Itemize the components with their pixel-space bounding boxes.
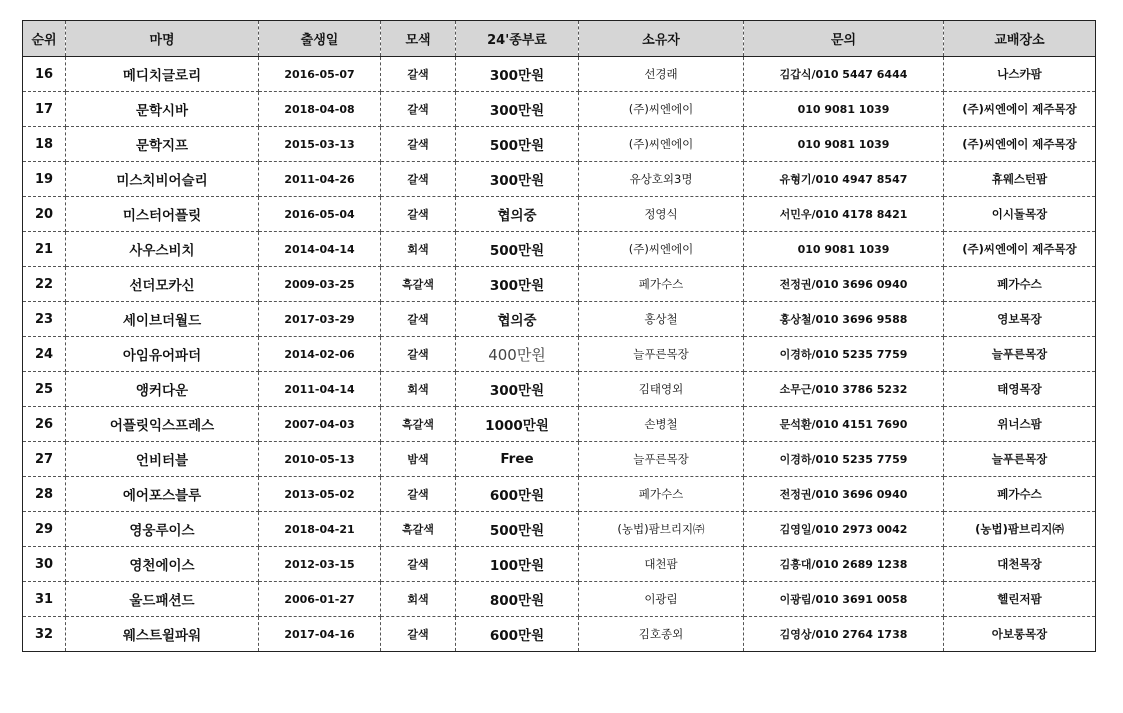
birth-date-cell: 2011-04-26 xyxy=(259,162,381,197)
table-row xyxy=(23,127,1096,162)
breeding-place-cell: 늘푸른목장 xyxy=(944,337,1096,372)
coat-color-cell: 흑갈색 xyxy=(381,512,456,547)
contact-cell: 홍상철/010 3696 9588 xyxy=(744,302,944,337)
header-horse-name: 마명 xyxy=(66,21,259,57)
stud-fee-cell: 500만원 xyxy=(456,232,579,267)
birth-date-cell: 2009-03-25 xyxy=(259,267,381,302)
contact-cell: 010 9081 1039 xyxy=(744,92,944,127)
contact-cell: 문석환/010 4151 7690 xyxy=(744,407,944,442)
owner-cell: 손병철 xyxy=(579,407,744,442)
contact-cell: 김흥대/010 2689 1238 xyxy=(744,547,944,582)
owner-cell: 김태영외 xyxy=(579,372,744,407)
horse-name-cell: 언비터블 xyxy=(66,442,259,477)
table-row xyxy=(23,57,1096,92)
birth-date-cell: 2018-04-08 xyxy=(259,92,381,127)
table-row xyxy=(23,302,1096,337)
birth-date-cell: 2006-01-27 xyxy=(259,582,381,617)
owner-cell: 대천팜 xyxy=(579,547,744,582)
horse-name-cell: 문학시바 xyxy=(66,92,259,127)
coat-color-cell: 갈색 xyxy=(381,337,456,372)
birth-date-cell: 2007-04-03 xyxy=(259,407,381,442)
rank-cell: 28 xyxy=(23,477,66,512)
horse-name-cell: 미스터어플릿 xyxy=(66,197,259,232)
birth-date-cell: 2017-04-16 xyxy=(259,617,381,652)
owner-cell: 홍상철 xyxy=(579,302,744,337)
table-row xyxy=(23,512,1096,547)
rank-cell: 23 xyxy=(23,302,66,337)
contact-cell: 유형기/010 4947 8547 xyxy=(744,162,944,197)
horse-name-cell: 영천에이스 xyxy=(66,547,259,582)
stud-fee-cell: 300만원 xyxy=(456,92,579,127)
owner-cell: (주)씨엔에이 xyxy=(579,92,744,127)
table-row xyxy=(23,477,1096,512)
horse-name-cell: 사우스비치 xyxy=(66,232,259,267)
header-stud-fee: 24'종부료 xyxy=(456,21,579,57)
coat-color-cell: 갈색 xyxy=(381,162,456,197)
breeding-place-cell: (주)씨엔에이 제주목장 xyxy=(944,92,1096,127)
coat-color-cell: 갈색 xyxy=(381,477,456,512)
owner-cell: (주)씨엔에이 xyxy=(579,232,744,267)
horse-name-cell: 미스치비어슬리 xyxy=(66,162,259,197)
owner-cell: 선경래 xyxy=(579,57,744,92)
contact-cell: 김갑식/010 5447 6444 xyxy=(744,57,944,92)
contact-cell: 010 9081 1039 xyxy=(744,232,944,267)
birth-date-cell: 2011-04-14 xyxy=(259,372,381,407)
breeding-place-cell: 태영목장 xyxy=(944,372,1096,407)
rank-cell: 21 xyxy=(23,232,66,267)
rank-cell: 18 xyxy=(23,127,66,162)
table-row xyxy=(23,442,1096,477)
contact-cell: 김영일/010 2973 0042 xyxy=(744,512,944,547)
stud-fee-cell: Free xyxy=(456,442,579,477)
contact-cell: 소무근/010 3786 5232 xyxy=(744,372,944,407)
coat-color-cell: 흑갈색 xyxy=(381,267,456,302)
breeding-place-cell: 페가수스 xyxy=(944,267,1096,302)
horse-name-cell: 앵커다운 xyxy=(66,372,259,407)
breeding-place-cell: (농법)팜브리지㈜ xyxy=(944,512,1096,547)
stud-fee-cell: 300만원 xyxy=(456,57,579,92)
horse-name-cell: 웨스트윌파워 xyxy=(66,617,259,652)
rank-cell: 22 xyxy=(23,267,66,302)
horse-name-cell: 선더모카신 xyxy=(66,267,259,302)
breeding-place-cell: 휴웨스턴팜 xyxy=(944,162,1096,197)
owner-cell: 유상호외3명 xyxy=(579,162,744,197)
owner-cell: (농법)팜브리지㈜ xyxy=(579,512,744,547)
breeding-place-cell: 영보목장 xyxy=(944,302,1096,337)
birth-date-cell: 2013-05-02 xyxy=(259,477,381,512)
rank-cell: 17 xyxy=(23,92,66,127)
breeding-place-cell: 나스카팜 xyxy=(944,57,1096,92)
table-row xyxy=(23,92,1096,127)
rank-cell: 26 xyxy=(23,407,66,442)
breeding-place-cell: (주)씨엔에이 제주목장 xyxy=(944,127,1096,162)
stallion-fee-table xyxy=(22,20,1096,652)
owner-cell: 김호종외 xyxy=(579,617,744,652)
header-coat-color: 모색 xyxy=(381,21,456,57)
owner-cell: 정영식 xyxy=(579,197,744,232)
breeding-place-cell: 늘푸른목장 xyxy=(944,442,1096,477)
table-header-row xyxy=(23,21,1096,57)
horse-name-cell: 어플릿익스프레스 xyxy=(66,407,259,442)
stud-fee-cell: 600만원 xyxy=(456,477,579,512)
horse-name-cell: 영웅루이스 xyxy=(66,512,259,547)
breeding-place-cell: 이시돌목장 xyxy=(944,197,1096,232)
coat-color-cell: 갈색 xyxy=(381,617,456,652)
table-row xyxy=(23,617,1096,652)
coat-color-cell: 갈색 xyxy=(381,197,456,232)
breeding-place-cell: 아보롱목장 xyxy=(944,617,1096,652)
rank-cell: 20 xyxy=(23,197,66,232)
coat-color-cell: 회색 xyxy=(381,582,456,617)
rank-cell: 29 xyxy=(23,512,66,547)
horse-name-cell: 메디치글로리 xyxy=(66,57,259,92)
owner-cell: (주)씨엔에이 xyxy=(579,127,744,162)
coat-color-cell: 흑갈색 xyxy=(381,407,456,442)
owner-cell: 페가수스 xyxy=(579,477,744,512)
horse-name-cell: 세이브더월드 xyxy=(66,302,259,337)
contact-cell: 010 9081 1039 xyxy=(744,127,944,162)
birth-date-cell: 2015-03-13 xyxy=(259,127,381,162)
table-row xyxy=(23,267,1096,302)
birth-date-cell: 2018-04-21 xyxy=(259,512,381,547)
stud-fee-cell: 100만원 xyxy=(456,547,579,582)
coat-color-cell: 갈색 xyxy=(381,302,456,337)
stud-fee-cell: 500만원 xyxy=(456,127,579,162)
breeding-place-cell: 대천목장 xyxy=(944,547,1096,582)
stud-fee-cell: 협의중 xyxy=(456,197,579,232)
breeding-place-cell: 페가수스 xyxy=(944,477,1096,512)
birth-date-cell: 2014-04-14 xyxy=(259,232,381,267)
contact-cell: 이경하/010 5235 7759 xyxy=(744,442,944,477)
header-contact: 문의 xyxy=(744,21,944,57)
owner-cell: 늘푸른목장 xyxy=(579,442,744,477)
contact-cell: 서민우/010 4178 8421 xyxy=(744,197,944,232)
stud-fee-cell: 300만원 xyxy=(456,267,579,302)
rank-cell: 16 xyxy=(23,57,66,92)
table-row xyxy=(23,372,1096,407)
birth-date-cell: 2017-03-29 xyxy=(259,302,381,337)
birth-date-cell: 2016-05-04 xyxy=(259,197,381,232)
coat-color-cell: 회색 xyxy=(381,372,456,407)
birth-date-cell: 2014-02-06 xyxy=(259,337,381,372)
coat-color-cell: 갈색 xyxy=(381,127,456,162)
table-row xyxy=(23,547,1096,582)
table-row xyxy=(23,162,1096,197)
stud-fee-cell: 협의중 xyxy=(456,302,579,337)
breeding-place-cell: 위너스팜 xyxy=(944,407,1096,442)
owner-cell: 늘푸른목장 xyxy=(579,337,744,372)
table-row xyxy=(23,407,1096,442)
contact-cell: 김영상/010 2764 1738 xyxy=(744,617,944,652)
horse-name-cell: 에어포스블루 xyxy=(66,477,259,512)
stud-fee-cell: 300만원 xyxy=(456,162,579,197)
table-row xyxy=(23,337,1096,372)
stud-fee-cell: 500만원 xyxy=(456,512,579,547)
contact-cell: 이경하/010 5235 7759 xyxy=(744,337,944,372)
header-breeding-place: 교배장소 xyxy=(944,21,1096,57)
birth-date-cell: 2016-05-07 xyxy=(259,57,381,92)
owner-cell: 페가수스 xyxy=(579,267,744,302)
stallion-fee-table-container xyxy=(22,20,1095,652)
stud-fee-cell: 400만원 xyxy=(456,337,579,372)
breeding-place-cell: (주)씨엔에이 제주목장 xyxy=(944,232,1096,267)
stud-fee-cell: 800만원 xyxy=(456,582,579,617)
owner-cell: 이광림 xyxy=(579,582,744,617)
rank-cell: 31 xyxy=(23,582,66,617)
horse-name-cell: 문학지프 xyxy=(66,127,259,162)
table-row xyxy=(23,232,1096,267)
coat-color-cell: 갈색 xyxy=(381,92,456,127)
table-row xyxy=(23,197,1096,232)
horse-name-cell: 아임유어파더 xyxy=(66,337,259,372)
header-birth-date: 출생일 xyxy=(259,21,381,57)
contact-cell: 이광림/010 3691 0058 xyxy=(744,582,944,617)
coat-color-cell: 회색 xyxy=(381,232,456,267)
rank-cell: 19 xyxy=(23,162,66,197)
contact-cell: 전정권/010 3696 0940 xyxy=(744,477,944,512)
stud-fee-cell: 1000만원 xyxy=(456,407,579,442)
rank-cell: 25 xyxy=(23,372,66,407)
birth-date-cell: 2010-05-13 xyxy=(259,442,381,477)
table-row xyxy=(23,582,1096,617)
coat-color-cell: 밤색 xyxy=(381,442,456,477)
coat-color-cell: 갈색 xyxy=(381,57,456,92)
horse-name-cell: 울드패션드 xyxy=(66,582,259,617)
birth-date-cell: 2012-03-15 xyxy=(259,547,381,582)
rank-cell: 30 xyxy=(23,547,66,582)
coat-color-cell: 갈색 xyxy=(381,547,456,582)
rank-cell: 27 xyxy=(23,442,66,477)
breeding-place-cell: 헬린저팜 xyxy=(944,582,1096,617)
rank-cell: 24 xyxy=(23,337,66,372)
rank-cell: 32 xyxy=(23,617,66,652)
contact-cell: 전정권/010 3696 0940 xyxy=(744,267,944,302)
stud-fee-cell: 600만원 xyxy=(456,617,579,652)
stud-fee-cell: 300만원 xyxy=(456,372,579,407)
header-owner: 소유자 xyxy=(579,21,744,57)
header-rank: 순위 xyxy=(23,21,66,57)
